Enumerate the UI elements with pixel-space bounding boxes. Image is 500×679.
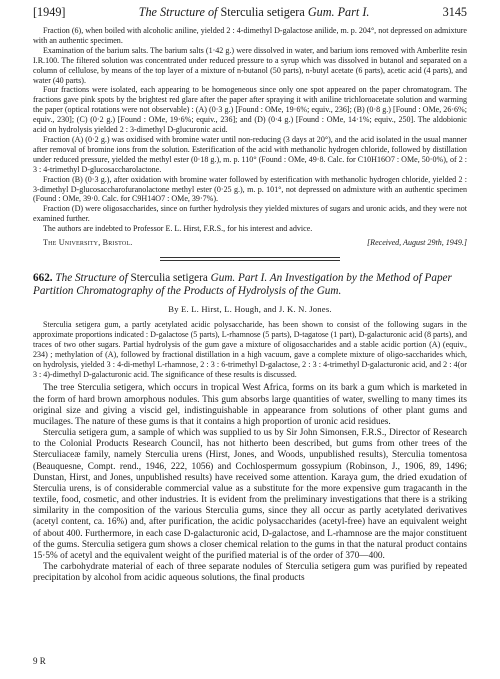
divider-rule xyxy=(160,257,340,258)
authors: By E. L. Hirst, L. Hough, and J. K. N. Jones. xyxy=(168,304,332,315)
signature-mark: 9 R xyxy=(33,656,46,666)
institution: The University, Bristol. xyxy=(43,238,133,248)
article-title: 662. The Structure of Sterculia setigera Gum. Part I. An Investigation by the Method of Paper Partition Chromatography of the Products of Hydrolysis of the Gum. xyxy=(33,272,452,298)
abstract xyxy=(33,320,467,379)
paragraph: Fraction (A) (0·2 g.) was oxidised with bromine water until non-reducing (3 days at 20°), and the acid isolated in the usual manner after removal of bromine ions from the solution. Esterification of the acid with methanolic hydrogen chloride, followed by distillation under reduced pressure, yielded the methyl ester (0·18 g.), m. p. 110° (Found : OMe, 49·8. Calc. for C10H16O7 : OMe, 50·0%), of 2 : 3 : 4-trimethyl D-glucosaccharolactone. xyxy=(33,134,467,174)
paragraph: The carbohydrate material of each of three separate nodules of Sterculia setigera gum was purified by repeated precipitation by alcohol from acidic aqueous solutions, the final products xyxy=(33,561,467,584)
paragraph: The tree Sterculia setigera, which occurs in tropical West Africa, forms on its bark a gum which is marketed in the form of hard brown amorphous nodules. This gum absorbs large quantities of water, swelling to many times its original size and giving a viscid gel, indistinguishable in appearance from solutions of other plant gums and mucilages. The nature of these gums is that it contains a high proportion of uronic acid residues. xyxy=(33,383,467,427)
page-number: 3145 xyxy=(442,5,467,19)
running-head xyxy=(33,5,467,21)
paragraph: Examination of the barium salts. The barium salts (1·42 g.) were dissolved in water, and barium ions removed with Amberlite resin I.R.100. The filtered solution was concentrated under reduced pressure to a syrup which was dissolved in butanol and separated on a column of cellulose, by means of the top layer of a mixture of n-butanol (50 parts), n-butyl acetate (6 parts), acetic acid (4 parts), and water (40 parts). xyxy=(33,45,467,85)
previous-article-tail xyxy=(33,26,467,248)
institution-row xyxy=(33,238,467,248)
paragraph: Fraction (D) were oligosaccharides, since on further hydrolysis they yielded mixtures of sugars and uronic acids, and they were not examined further. xyxy=(33,204,467,224)
article-body xyxy=(33,383,467,584)
divider-rule xyxy=(160,260,340,261)
acknowledgement: The authors are indebted to Professor E. L. Hirst, F.R.S., for his interest and advice. xyxy=(43,224,313,234)
paragraph: Fraction (B) (0·3 g.), after oxidation with bromine water followed by esterification with methanolic hydrogen chloride, yielded 2 : 3-dimethyl D-glucosaccharofuranolactone methyl ester (0·25 g.), m. p. 101°, not depressed on admixture with an authentic specimen (Found : OMe, 39·0. Calc. for C9H14O7 : OMe, 39·7%). xyxy=(33,174,467,204)
paragraph: Four fractions were isolated, each appearing to be homogeneous since only one spot appeared on the paper chromatogram. The fractions gave pink spots by the brightest red glare after the paper after spraying it with aniline trichloroacetate solution and warming the paper (optical rotations were not observable) : (A) (0·3 g.) [Found : OMe, 19·6%; equiv., 236]; (B) (0·8 g.) [Found : OMe, 26·6%; equiv., 230]; (C) (0·2 g.) [Found : OMe, 19·6%; equiv., 236]; and (D) (0·4 g.) [Found : OMe, 14·1%; equiv., 250]. The aldobionic acid on hydrolysis yielded 2 : 3-dimethyl D-glucuronic acid. xyxy=(33,85,467,135)
header-year: [1949] xyxy=(33,5,66,19)
header-title: The Structure of Sterculia setigera Gum. Part I. xyxy=(138,5,370,19)
paragraph: Sterculia setigera gum, a sample of which was supplied to us by Sir John Simonsen, F.R.S., Director of Research to the Colonial Products Research Council, has not hitherto been described, but gums from other trees of the Sterculiaceæ family, namely Sterculia urens (Hirst, Jones, and Woods, unpublished results), Sterculia tomentosa (Beauquesne, Compt. rend., 1946, 222, 1056) and Cochlospermum gossypium (Robinson, J., 1906, 89, 1496; Dunstan, Hirst, and Jones, unpublished results) have received some attention. Karaya gum, the dried exudation of Sterculia urens, is of considerable commercial value as a substitute for the more expensive gum tragacanth in the textile, food, cosmetic, and other industries. It is evident from the preliminary investigations that there is a striking similarity in the composition of the various Sterculia gums, since they all occur as partly acetylated derivatives (acetyl content, ca. 16%) and, after purification, the acidic polysaccharides (acetyl-free) have an equivalent weight of about 400. Furthermore, in each case D-galacturonic acid, D-galactose, and L-rhamnose are the major constituent of the gums. Sterculia setigera gum shows a closer chemical relation to the gums in that the natural product contains 15·5% of acetyl and the equivalent weight of the purified material is of the order of 370—400. xyxy=(33,428,467,561)
received-date: [Received, August 29th, 1949.] xyxy=(367,238,467,248)
abstract-text: Sterculia setigera gum, a partly acetylated acidic polysaccharide, has been shown to consist of the following sugars in the approximate proportions indicated : D-galactose (5 parts), L-rhamnose (5 parts), D-tagatose (1 part), D-galacturonic acid (8 parts), and traces of two other sugars. Partial hydrolysis of the gum gave a mixture of oligosaccharides and a stable acidic portion (A) (equiv., 234) ; methylation of (A), followed by fractional distillation in a high vacuum, gave a complete mixture of oligo-saccharides which, on hydrolysis, yielded 3 : 4-di-methyl L-rhamnose, 2 : 3 : 6-trimethyl D-galactose, 2 : 3 : 4-trimethyl D-galacturonic acid, and 2 : 4(or 3 : 4)-dimethyl D-galacturonic acid. The significance of these results is discussed. xyxy=(33,320,467,379)
paragraph: Fraction (6), when boiled with alcoholic aniline, yielded 2 : 4-dimethyl D-galactose anilide, m. p. 204°, not depressed on admixture with an authentic specimen. xyxy=(33,26,467,45)
